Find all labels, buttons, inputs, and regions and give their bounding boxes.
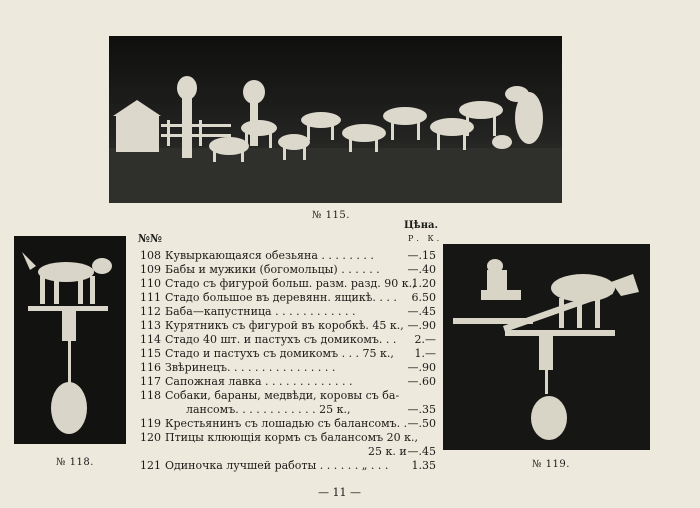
column-header-number: №№ [138, 232, 162, 245]
item-description: Одиночка лучшей работы . . . . . . „ . . . [165, 459, 389, 472]
item-description: Баба—капустница . . . . . . . . . . . . [165, 305, 356, 318]
item-description: Стадо съ фигурой больш. разм. разд. 90 к., [165, 277, 416, 290]
table-row [140, 277, 440, 291]
table-row [140, 417, 440, 431]
table-row [140, 361, 440, 375]
item-description: Курятникъ съ фигурой въ коробкѣ. 45 к., [165, 319, 404, 332]
table-row [140, 403, 440, 417]
item-price: —.45 [407, 445, 436, 458]
page-number: — 11 — [318, 486, 361, 499]
item-number: 109 [140, 263, 161, 276]
table-row [140, 445, 440, 459]
item-description: Стадо и пастухъ съ домикомъ . . . 75 к., [165, 347, 394, 360]
item-price: —.90 [407, 319, 436, 332]
column-header-price: Цѣна. [404, 220, 438, 231]
item-description: Звѣринецъ. . . . . . . . . . . . . . . . [165, 361, 336, 374]
item-number: 114 [140, 333, 161, 346]
photo-peasant-horse-119 [443, 244, 650, 450]
item-number: 108 [140, 249, 161, 262]
caption-fig-118: № 118. [56, 457, 94, 468]
item-number: 119 [140, 417, 161, 430]
item-description: лансомъ. . . . . . . . . . . . 25 к., [186, 403, 351, 416]
item-price: —.90 [407, 361, 436, 374]
table-row [140, 333, 440, 347]
table-row [140, 249, 440, 263]
item-description: 25 к. и [368, 445, 407, 458]
table-row [140, 263, 440, 277]
item-description: Птицы клюющія кормъ съ балансомъ 20 к., [165, 431, 419, 444]
item-description: Крестьянинъ съ лошадью съ балансомъ. . [165, 417, 408, 430]
item-price: —.50 [407, 417, 436, 430]
item-number: 115 [140, 347, 161, 360]
item-number: 118 [140, 389, 161, 402]
item-description: Сапожная лавка . . . . . . . . . . . . . [165, 375, 353, 388]
item-price: —.45 [407, 305, 436, 318]
item-number: 121 [140, 459, 161, 472]
item-number: 113 [140, 319, 161, 332]
item-price: 1.35 [411, 459, 436, 472]
item-description: Стадо 40 шт. и пастухъ съ домикомъ. . . [165, 333, 397, 346]
item-price: 6.50 [411, 291, 436, 304]
table-row [140, 375, 440, 389]
item-price: —.60 [407, 375, 436, 388]
item-description: Кувыркающаяся обезьяна . . . . . . . . [165, 249, 374, 262]
item-description: Собаки, бараны, медвѣди, коровы съ ба- [165, 389, 400, 402]
item-number: 117 [140, 375, 161, 388]
item-number: 111 [140, 291, 161, 304]
table-row [140, 431, 440, 445]
table-row [140, 305, 440, 319]
item-price: —.15 [407, 249, 436, 262]
item-number: 116 [140, 361, 161, 374]
item-price: —.40 [407, 263, 436, 276]
photo-dog-balance-118 [14, 236, 126, 444]
table-row [140, 347, 440, 361]
item-price: 1.20 [411, 277, 436, 290]
item-number: 110 [140, 277, 161, 290]
item-number: 120 [140, 431, 161, 444]
table-row [140, 291, 440, 305]
item-price: 1.— [414, 347, 436, 360]
caption-fig-119: № 119. [532, 459, 570, 470]
item-description: Стадо большое въ деревянн. ящикѣ. . . . [165, 291, 397, 304]
price-units: Р. К. [408, 234, 443, 243]
item-price: —.35 [407, 403, 436, 416]
item-description: Бабы и мужики (богомольцы) . . . . . . [165, 263, 380, 276]
table-row [140, 389, 440, 403]
photo-herd-115 [109, 36, 562, 203]
table-row [140, 459, 440, 473]
table-row [140, 319, 440, 333]
caption-fig-115: № 115. [312, 210, 350, 221]
item-price: 2.— [414, 333, 436, 346]
item-number: 112 [140, 305, 161, 318]
